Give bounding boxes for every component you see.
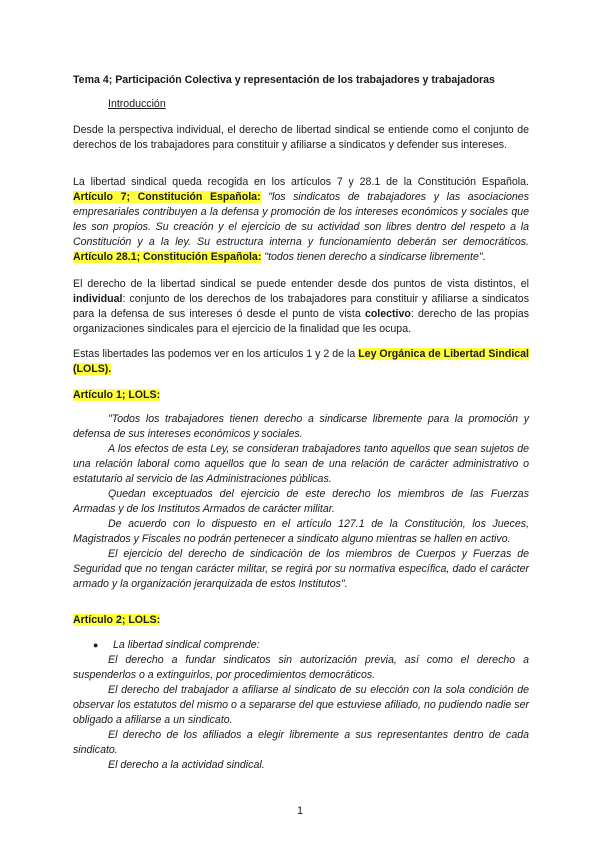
article-2-body [73,638,529,773]
document-title: Tema 4; Participación Colectiva y representación de los trabajadores y trabajadoras [73,74,495,86]
paragraph-constitution: La libertad sindical queda recogida en los artículos 7 y 28.1 de la Constitución Española. Artículo 7; Constitución Española: "los sindicatos de trabajadores y las asociaciones empresariales contribuyen a la defensa y promoción de los intereses económicos y sociales que les son propios. Su creación y el ejercicio de su actividad son libres dentro del respeto a la Constitución y a la ley. Su estructura interna y funcionamiento deberán ser democráticos. Artículo 28.1; Constitución Española: "todos tienen derecho a sindicarse libremente". [73,176,529,263]
article-1-heading: Artículo 1; LOLS: [73,389,161,401]
individual-term: individual [73,293,123,305]
article-1-paragraph: "Todos los trabajadores tienen derecho a sindicarse libremente para la promoción y defensa de sus intereses económicos y sociales. [73,413,529,440]
article-1-paragraph: El ejercicio del derecho de sindicación de los miembros de Cuerpos y Fuerzas de Seguridad que no tengan carácter militar, se regirá por su normativa específica, dado el carácter armado y la organización jerarquizada de estos Institutos". [73,548,529,590]
article-2-paragraph: El derecho a fundar sindicatos sin autorización previa, así como el derecho a suspenderlos o a extinguirlos, por procedimientos democráticos. [73,654,529,681]
article-1-paragraph: Quedan exceptuados del ejercicio de este derecho los miembros de las Fuerzas Armadas y de los Institutos Armados de carácter militar. [73,488,529,515]
bullet-icon: ● [93,640,99,650]
page-number: 1 [296,805,304,817]
article-1-paragraph: A los efectos de esta Ley, se consideran trabajadores tanto aquellos que sean sujetos de una relación laboral como aquellos que lo sean de una relación de carácter administrativo o estatutario al servicio de las Administraciones públicas. [73,443,529,485]
paragraph-lols-intro: Estas libertades las podemos ver en los artículos 1 y 2 de la Ley Orgánica de Libertad Sindical (LOLS). [73,348,529,375]
article-7-label: Artículo 7; Constitución Española: [73,191,261,203]
constitution-intro: La libertad sindical queda recogida en los artículos 7 y 28.1 de la Constitución Española. [73,176,529,188]
article-28-quote: "todos tienen derecho a sindicarse libremente" [261,251,483,263]
article-2-bullet-text: La libertad sindical comprende: [113,639,260,651]
article-2-paragraph: El derecho a la actividad sindical. [108,759,265,771]
collective-term: colectivo [364,308,411,320]
intro-heading: Introducción [108,98,166,110]
article-2-heading: Artículo 2; LOLS: [73,614,161,626]
lols-highlight: Ley Orgánica de Libertad Sindical (LOLS). [73,348,529,375]
paragraph-two-views: El derecho de la libertad sindical se puede entender desde dos puntos de vista distintos, el individual: conjunto de los derechos de los trabajadores para constituir y afiliarse a sindicatos para la defensa de sus intereses ó desde el punto de vista colectivo: derecho de las propias organizaciones sindicales para el ejercicio de la finalidad que les ocupa. [73,278,529,335]
article-1-paragraph: De acuerdo con lo dispuesto en el artículo 127.1 de la Constitución, los Jueces, Magistrados y Fiscales no podrán pertenecer a sindicato alguno mientras se hallen en activo. [73,518,529,545]
article-28-label: Artículo 28.1; Constitución Española: [73,251,262,263]
article-2-paragraph: El derecho del trabajador a afiliarse al sindicato de su elección con la sola condición de observar los estatutos del mismo o a separarse del que estuviese afiliado, no pudiendo nadie ser obligado a afiliarse a un sindicato. [73,684,529,726]
article-7-quote: "los sindicatos de trabajadores y las asociaciones empresariales contribuyen a la defensa y promoción de los intereses económicos y sociales que les son propios. Su creación y el ejercicio de su actividad son libres dentro del respeto a la Constitución y a la ley. Su estructura interna y funcionamiento deberán ser democráticos. [73,191,529,248]
list-item [73,638,529,653]
article-2-paragraph: El derecho de los afiliados a elegir libremente a sus representantes dentro de cada sindicato. [73,729,529,756]
article-1-body [73,412,529,592]
paragraph-individual-perspective: Desde la perspectiva individual, el derecho de libertad sindical se entiende como el conjunto de derechos de los trabajadores para constituir y afiliarse a sindicatos y defender sus intereses. [73,124,529,151]
